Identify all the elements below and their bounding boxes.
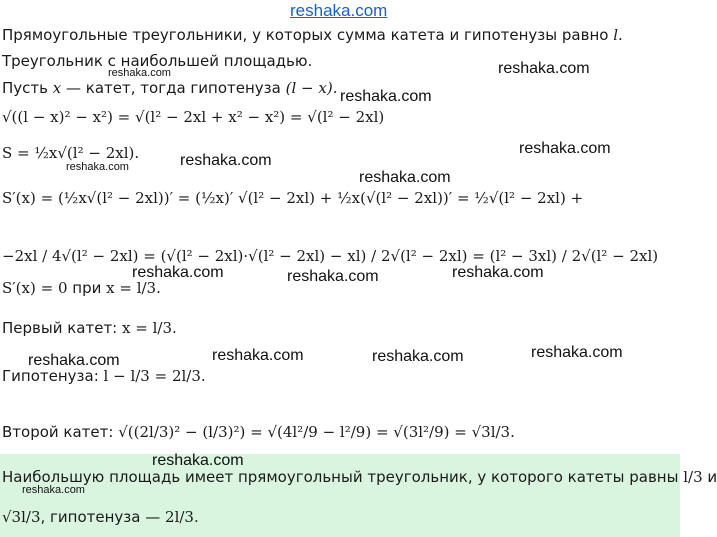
watermark: reshaka.com <box>152 452 244 469</box>
derivative-line: S′(x) = (½x√(l² − 2xl))′ = (½x)′ √(l² − 2xl) + ½x(√(l² − 2xl))′ = ½√(l² − 2xl) + <box>2 189 584 207</box>
watermark: reshaka.com <box>22 484 85 496</box>
sqrt-line: √((l − x)² − x²) = √(l² − 2xl + x² − x²) = √(l² − 2xl) <box>2 108 385 126</box>
derivative-continuation: −2xl / 4√(l² − 2xl) = (√(l² − 2xl)·√(l² − 2xl) − xl) / 2√(l² − 2xl) = (l² − 3xl) / 2√(l² − 2xl) <box>2 247 659 265</box>
answer-line-2: √3l/3, гипотенуза — 2l/3. <box>2 508 199 526</box>
problem-subtitle: Треугольник с наибольшей площадью. <box>2 52 313 70</box>
watermark: reshaka.com <box>531 344 623 361</box>
watermark-link[interactable]: reshaka.com <box>290 1 388 20</box>
area-line: S = ½x√(l² − 2xl). <box>2 144 140 162</box>
watermark: reshaka.com <box>340 88 432 105</box>
answer-line-1: Наибольшую площадь имеет прямоугольный треугольник, у которого катеты равны l/3 и <box>2 468 717 486</box>
watermark: reshaka.com <box>519 140 611 157</box>
first-leg-line: Первый катет: x = l/3. <box>2 319 177 337</box>
watermark: reshaka.com <box>498 60 590 77</box>
watermark: reshaka.com <box>287 268 379 285</box>
watermark: reshaka.com <box>180 152 272 169</box>
zero-line: S′(x) = 0 при x = l/3. <box>2 279 161 297</box>
watermark: reshaka.com <box>28 352 120 369</box>
watermark: reshaka.com <box>212 347 304 364</box>
second-leg-line: Второй катет: √((2l/3)² − (l/3)²) = √(4l²/9 − l²/9) = √(3l²/9) = √3l/3. <box>2 423 515 441</box>
hypotenuse-line: Гипотенуза: l − l/3 = 2l/3. <box>2 367 206 385</box>
problem-title: Прямоугольные треугольники, у которых сумма катета и гипотенузы равно l. <box>2 26 623 44</box>
watermark: reshaka.com <box>108 67 171 79</box>
watermark: reshaka.com <box>359 169 451 186</box>
watermark: reshaka.com <box>132 264 224 281</box>
watermark: reshaka.com <box>452 264 544 281</box>
watermark: reshaka.com <box>372 348 464 365</box>
watermark: reshaka.com <box>66 161 129 173</box>
let-line: Пусть x — катет, тогда гипотенуза (l − x). <box>2 79 338 97</box>
